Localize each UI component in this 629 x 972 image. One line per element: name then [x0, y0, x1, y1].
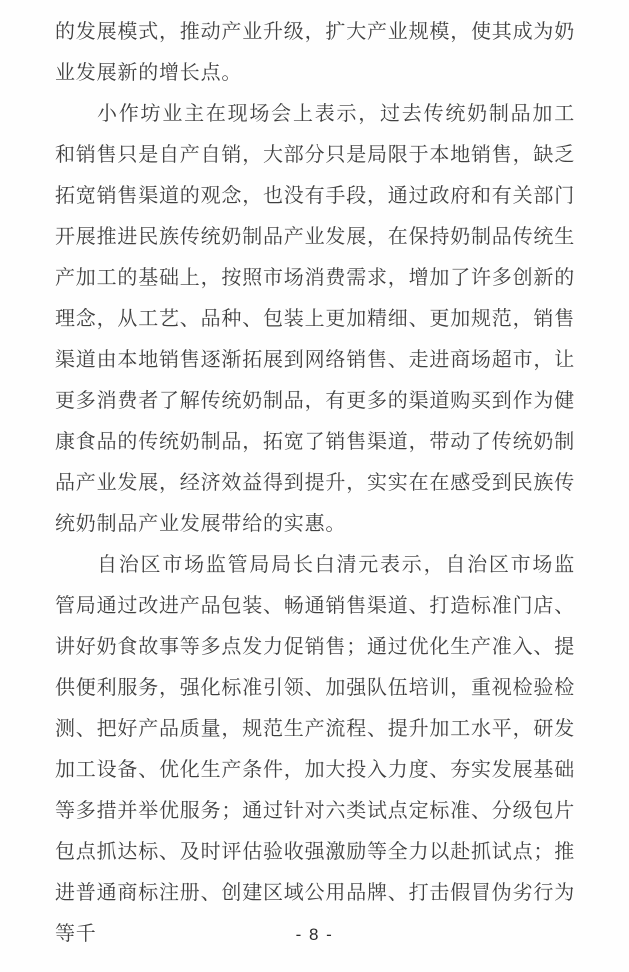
page-number: - 8 -	[295, 925, 334, 944]
paragraph-workshop-owners: 小作坊业主在现场会上表示，过去传统奶制品加工和销售只是自产自销，大部分只是局限于本地销售，缺乏拓宽销售渠道的观念，也没有手段，通过政府和有关部门开展推进民族传统奶制品产业发展，在保持奶制品传统生产加工的基础上，按照市场消费需求，增加了许多创新的理念，从工艺、品种、包装上更加精细、更加规范，销售渠道由本地销售逐渐拓展到网络销售、走进商场超市，让更多消费者了解传统奶制品，有更多的渠道购买到作为健康食品的传统奶制品，拓宽了销售渠道，带动了传统奶制品产业发展，经济效益得到提升，实实在在感受到民族传统奶制品产业发展带给的实惠。	[55, 103, 575, 535]
paragraph-continuation: 的发展模式，推动产业升级，扩大产业规模，使其成为奶业发展新的增长点。	[55, 21, 575, 84]
paragraph-market-regulator: 自治区市场监管局局长白清元表示，自治区市场监管局通过改进产品包装、畅通销售渠道、打造标准门店、讲好奶食故事等多点发力促销售；通过优化生产准入、提供便利服务，强化标准引领、加强队伍培训，重视检验检测、把好产品质量，规范生产流程、提升加工水平，研发加工设备、优化生产条件，加大投入力度、夯实发展基础等多措并举优服务；通过针对六类试点定标准、分级包片包点抓达标、及时评估验收强激励等全力以赴抓试点；推进普通商标注册、创建区域公用品牌、打击假冒伪劣行为等千	[55, 554, 575, 945]
